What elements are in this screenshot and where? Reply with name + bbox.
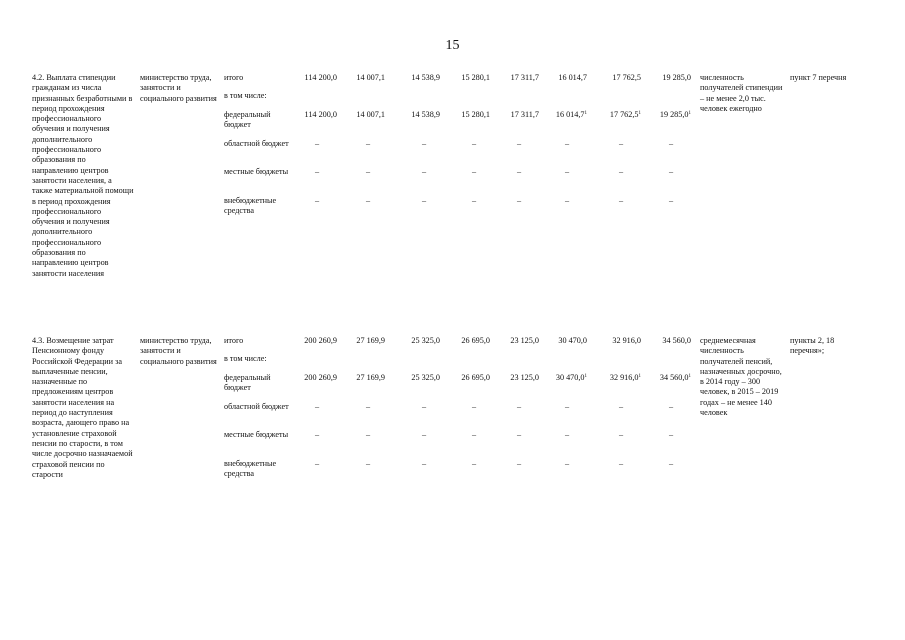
empty-cell: – (314, 196, 320, 205)
empty-cell: – (471, 459, 477, 468)
empty-cell: – (668, 196, 674, 205)
empty-cell: – (314, 402, 320, 411)
measure-description: 4.3. Возмещение затрат Пенсионному фонду Российской Федерации за выплаченные пенсии, назначенные по предложениям центров занятости населения на период до наступления возраста, дающего право на установление страховой пенсии по старости, в том числе досрочно назначаемой страховой пенсии по старости (32, 336, 133, 479)
federal-value-cell: 25 325,0 (411, 373, 440, 382)
federal-value-cell: 15 280,1 (461, 110, 490, 119)
empty-cell: – (516, 402, 522, 411)
federal-value-cell: 34 560,0$^1$ (659, 373, 691, 382)
total-value-cell: 34 560,0 (662, 336, 691, 345)
row-label-regional: областной бюджет (224, 139, 289, 148)
footnote-mark: 1 (688, 374, 691, 379)
total-value-cell: 114 200,0 (304, 73, 337, 82)
row-label-local: местные бюджеты (224, 167, 289, 176)
empty-cell: – (314, 139, 320, 148)
row-label-local: местные бюджеты (224, 430, 289, 439)
federal-value-cell: 19 285,0$^1$ (659, 110, 691, 119)
total-value-cell: 17 311,7 (510, 73, 539, 82)
total-value-cell: 17 762,5 (612, 73, 641, 82)
total-value-cell: 19 285,0 (662, 73, 691, 82)
expected-result: численность получателей стипендии – не менее 2,0 тыс. человек ежегодно (700, 73, 783, 113)
empty-cell: – (421, 167, 427, 176)
empty-cell: – (471, 402, 477, 411)
footnote-mark: 1 (688, 111, 691, 116)
empty-cell: – (618, 196, 624, 205)
empty-cell: – (365, 459, 371, 468)
empty-cell: – (421, 430, 427, 439)
empty-cell: – (618, 459, 624, 468)
row-label-total: итого (224, 73, 244, 82)
total-value-cell: 200 260,9 (304, 336, 337, 345)
empty-cell: – (668, 139, 674, 148)
row-label-including: в том числе: (224, 354, 267, 363)
empty-cell: – (365, 430, 371, 439)
federal-value-cell: 14 538,9 (411, 110, 440, 119)
empty-cell: – (516, 196, 522, 205)
federal-value-cell: 26 695,0 (461, 373, 490, 382)
row-label-federal: федеральный бюджет (224, 373, 271, 393)
row-label-including: в том числе: (224, 91, 267, 100)
measure-description: 4.2. Выплата стипендии гражданам из числа признанных безработными в период прохождения профессионального обучения и получения дополнительного профессионального образования по направлению центров занятости населения, а также материальной помощи в период прохождения профессионального обучения и получения дополнительного профессионального образования по направлению центров занятости населения (32, 73, 134, 278)
page-number: 15 (445, 38, 460, 53)
row-label-extrabudget: внебюджетные средства (224, 196, 277, 216)
empty-cell: – (314, 430, 320, 439)
empty-cell: – (314, 167, 320, 176)
empty-cell: – (564, 167, 570, 176)
federal-value-cell: 14 007,1 (356, 110, 385, 119)
row-label-total: итого (224, 336, 244, 345)
row-label-regional: областной бюджет (224, 402, 289, 411)
empty-cell: – (471, 430, 477, 439)
empty-cell: – (564, 459, 570, 468)
total-value-cell: 15 280,1 (461, 73, 490, 82)
total-value-cell: 16 014,7 (558, 73, 587, 82)
empty-cell: – (421, 402, 427, 411)
federal-value-cell: 200 260,9 (304, 373, 337, 382)
empty-cell: – (668, 459, 674, 468)
total-value-cell: 14 007,1 (356, 73, 385, 82)
responsible-ministry: министерство труда, занятости и социального развития (140, 336, 217, 366)
empty-cell: – (365, 167, 371, 176)
empty-cell: – (618, 167, 624, 176)
empty-cell: – (471, 139, 477, 148)
row-label-extrabudget: внебюджетные средства (224, 459, 277, 479)
empty-cell: – (668, 167, 674, 176)
empty-cell: – (618, 402, 624, 411)
empty-cell: – (564, 196, 570, 205)
empty-cell: – (516, 430, 522, 439)
footnote-mark: 1 (584, 374, 587, 379)
federal-value-cell: 32 916,0$^1$ (609, 373, 641, 382)
empty-cell: – (471, 167, 477, 176)
total-value-cell: 27 169,9 (356, 336, 385, 345)
expected-result: среднемесячная численность получателей пенсий, назначенных досрочно, в 2014 году – 300 человек, в 2015 – 2019 годах – не менее 140 человек (700, 336, 782, 418)
empty-cell: – (564, 402, 570, 411)
federal-value-cell: 27 169,9 (356, 373, 385, 382)
total-value-cell: 23 125,0 (510, 336, 539, 345)
empty-cell: – (421, 196, 427, 205)
total-value-cell: 26 695,0 (461, 336, 490, 345)
empty-cell: – (365, 196, 371, 205)
empty-cell: – (471, 196, 477, 205)
empty-cell: – (516, 459, 522, 468)
total-value-cell: 32 916,0 (612, 336, 641, 345)
total-value-cell: 30 470,0 (558, 336, 587, 345)
federal-value-cell: 17 762,5$^1$ (609, 110, 641, 119)
empty-cell: – (421, 139, 427, 148)
empty-cell: – (618, 139, 624, 148)
federal-value-cell: 114 200,0 (304, 110, 337, 119)
list-reference: пункт 7 перечня (790, 73, 847, 82)
federal-value-cell: 30 470,0$^1$ (555, 373, 587, 382)
empty-cell: – (668, 402, 674, 411)
empty-cell: – (516, 167, 522, 176)
empty-cell: – (421, 459, 427, 468)
empty-cell: – (365, 402, 371, 411)
empty-cell: – (314, 459, 320, 468)
federal-value-cell: 16 014,7$^1$ (555, 110, 587, 119)
empty-cell: – (668, 430, 674, 439)
footnote-mark: 1 (638, 111, 641, 116)
total-value-cell: 14 538,9 (411, 73, 440, 82)
empty-cell: – (516, 139, 522, 148)
footnote-mark: 1 (638, 374, 641, 379)
federal-value-cell: 17 311,7 (510, 110, 539, 119)
federal-value-cell: 23 125,0 (510, 373, 539, 382)
list-reference: пункты 2, 18 перечня»; (790, 336, 835, 356)
empty-cell: – (564, 430, 570, 439)
footnote-mark: 1 (584, 111, 587, 116)
empty-cell: – (365, 139, 371, 148)
empty-cell: – (564, 139, 570, 148)
empty-cell: – (618, 430, 624, 439)
row-label-federal: федеральный бюджет (224, 110, 271, 130)
total-value-cell: 25 325,0 (411, 336, 440, 345)
responsible-ministry: министерство труда, занятости и социального развития (140, 73, 217, 103)
